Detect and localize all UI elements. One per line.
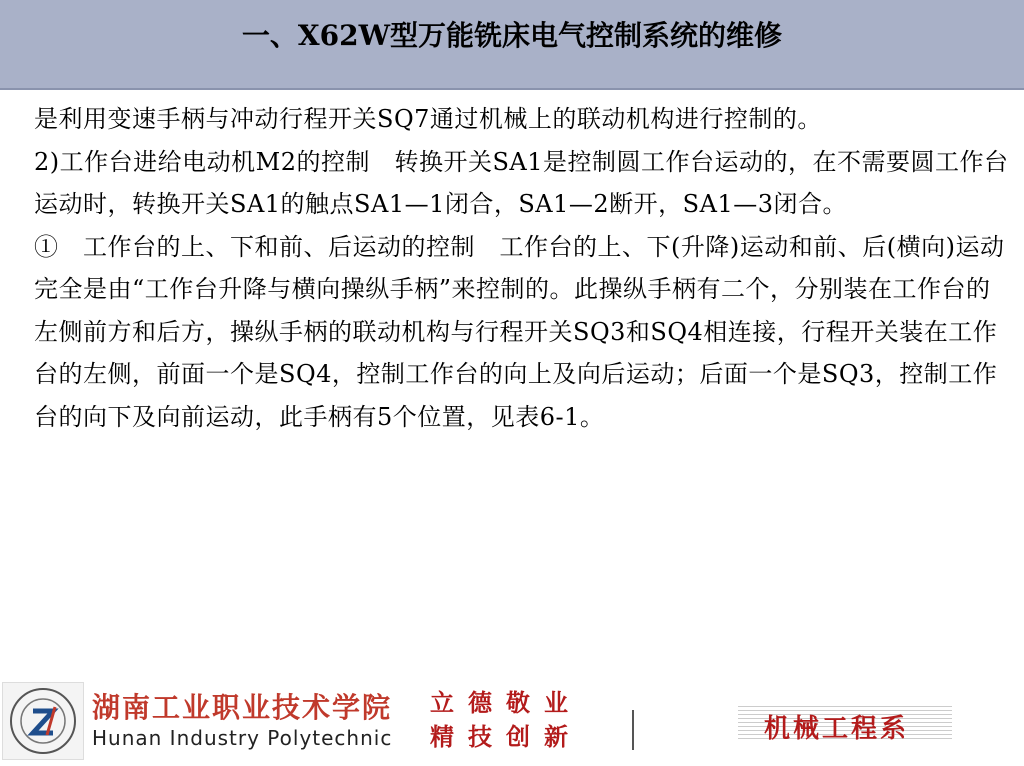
body-paragraph: 是利用变速手柄与冲动行程开关SQ7通过机械上的联动机构进行控制的。 [34,105,822,133]
motto-line-2: 精技创新 [430,722,582,751]
slide-title: 一、X62W型万能铣床电气控制系统的维修 [241,19,783,52]
motto-line-1: 立德敬业 [430,688,582,717]
body-paragraph: ① 工作台的上、下和前、后运动的控制 工作台的上、下(升降)运动和前、后(横向)运动完全是由“工作台升降与横向操纵手柄”来控制的。此操纵手柄有二个，分别装在工作台的左侧前方和后方，操纵手柄的联动机构与行程开关SQ3和SQ4相连接，行程开关装在工作台的左侧，前面一个是SQ4，控制工作台的向上及向后运动；后面一个是SQ3，控制工作台的向下及向前运动，此手柄有5个位置，见表6-1。 [34,232,1005,431]
department-name: 机械工程系 [764,714,910,744]
slide-body [34,98,1009,438]
slide-footer [0,676,1024,766]
school-name-chinese: 湖南工业职业技术学院 [92,691,393,724]
school-name-english: Hunan Industry Polytechnic [92,726,393,750]
school-logo-icon [2,682,84,760]
school-motto [430,686,610,754]
department-banner [738,704,952,742]
slide-header [0,0,1024,90]
footer-divider [632,710,634,750]
body-paragraph: 2)工作台进给电动机M2的控制 转换开关SA1是控制圆工作台运动的，在不需要圆工作台运动时，转换开关SA1的触点SA1—1闭合，SA1—2断开，SA1—3闭合。 [34,147,1009,218]
